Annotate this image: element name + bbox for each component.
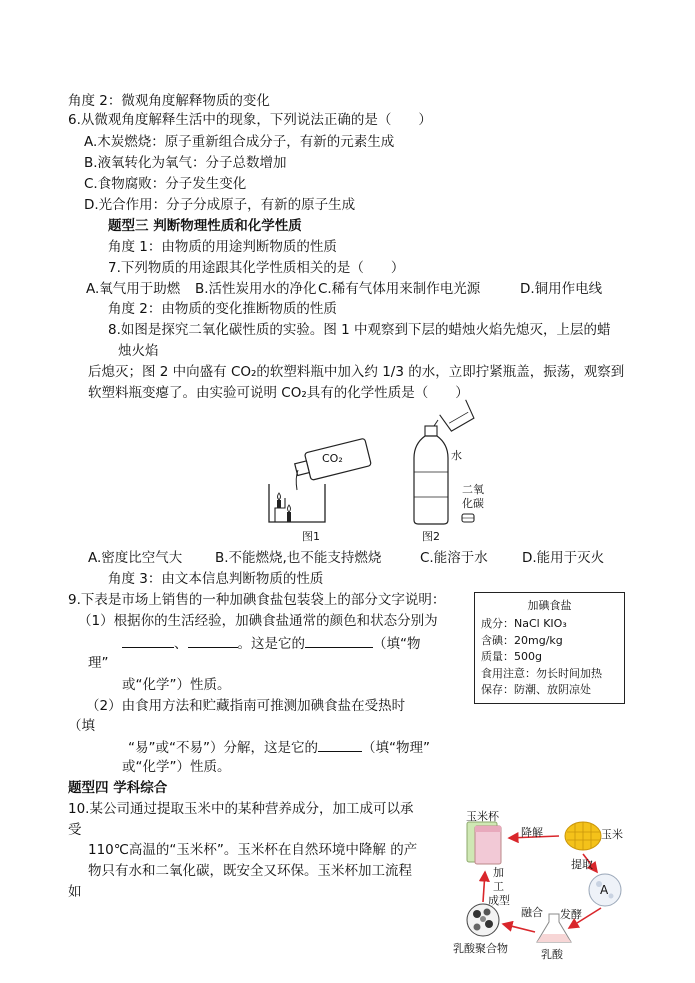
q6-option-c: C.食物腐败：分子发生变化 xyxy=(84,176,247,192)
q10-line5: 如 xyxy=(68,884,82,900)
diagram-extract-label: 提取 xyxy=(571,858,593,871)
fig1-label: 图1 xyxy=(302,530,320,543)
fig2-label: 图2 xyxy=(422,530,440,543)
q9-answer-blank-decompose[interactable] xyxy=(318,737,362,752)
q7-option-b: B.活性炭用水的净化 xyxy=(195,281,317,297)
q7-stem: 7.下列物质的用途跟其化学性质相关的是（ ） xyxy=(108,260,405,276)
q6-option-b: B.液氧转化为氧气：分子总数增加 xyxy=(84,155,287,171)
bottle-label-line2: 化碳 xyxy=(462,497,484,510)
q9-part1-line-c: 理” xyxy=(88,655,109,671)
q9-part2-line-a: （2）由食用方法和贮藏指南可推测加碘食盐在受热时 xyxy=(86,698,406,714)
diagram-fuse-label: 融合 xyxy=(521,906,543,919)
q7-option-a: A.氧气用于助燃 xyxy=(86,281,181,297)
q7-option-d: D.铜用作电线 xyxy=(520,281,603,297)
corn-icon xyxy=(565,822,601,850)
diagram-node-a-label: A xyxy=(600,883,609,897)
q9-answer-blank-property[interactable] xyxy=(305,633,373,648)
q8-line1: 8.如图是探究二氧化碳性质的实验。图 1 中观察到下层的蜡烛火焰先熄灭，上层的蜡 xyxy=(108,322,611,338)
diagram-process-label-3: 成型 xyxy=(488,894,510,907)
diagram-process-label-1: 加 xyxy=(493,866,504,879)
salt-box-caution: 食用注意：勿长时间加热 xyxy=(481,666,602,680)
diagram-ferment-label: 发酵 xyxy=(560,908,582,921)
q9-part1-line-d: 或“化学”）性质。 xyxy=(122,677,231,693)
co2-label: CO₂ xyxy=(322,452,343,465)
q8-option-a: A.密度比空气大 xyxy=(88,550,183,566)
angle1-heading: 角度 1：由物质的用途判断物质的性质 xyxy=(108,239,337,255)
q6-stem: 6.从微观角度解释生活中的现象，下列说法正确的是（ ） xyxy=(68,112,432,128)
q10-line2: 受 xyxy=(68,822,82,838)
q9-part1-line-b: 、 。这是它的 （填“物 xyxy=(122,633,421,654)
salt-box-storage: 保存：防潮、放阴凉处 xyxy=(481,683,591,696)
q9-answer-blank-color[interactable] xyxy=(122,633,174,648)
salt-box-iodine: 含碘：20mg/kg xyxy=(481,633,563,647)
angle2b-heading: 角度 2：由物质的变化推断物质的性质 xyxy=(108,301,337,317)
angle2-heading: 角度 2：微观角度解释物质的变化 xyxy=(68,93,270,109)
q10-line1: 10.某公司通过提取玉米中的某种营养成分，加工成可以承 xyxy=(68,801,414,817)
q6-option-a: A.木炭燃烧：原子重新组合成分子，有新的元素生成 xyxy=(84,134,395,150)
q10-line4: 物只有水和二氧化碳，既安全又环保。玉米杯加工流程 xyxy=(88,863,412,879)
diagram-process-label-2: 工 xyxy=(493,880,504,893)
q9-answer-blank-state[interactable] xyxy=(188,633,238,648)
q10-line3: 110℃高温的“玉米杯”。玉米杯在自然环境中降解 的产 xyxy=(88,842,418,858)
iodized-salt-label-box xyxy=(474,592,625,704)
diagram-corn-label: 玉米 xyxy=(601,828,623,841)
salt-box-ingredients: 成分：NaCl KIO₃ xyxy=(481,617,567,630)
topic4-title: 题型四 学科综合 xyxy=(68,780,168,796)
salt-box-mass: 质量：500g xyxy=(481,650,542,663)
q9-part1-line-a: （1）根据你的生活经验，加碘食盐通常的颜色和状态分别为 xyxy=(78,613,438,629)
q8-option-b: B.不能燃烧,也不能支持燃烧 xyxy=(215,550,382,566)
q8-option-c: C.能溶于水 xyxy=(420,550,488,566)
q9-part2-line-c: “易”或“不易”）分解，这是它的 （填“物理” xyxy=(128,737,430,758)
q7-option-c: C.稀有气体用来制作电光源 xyxy=(318,281,481,297)
figure1-diagram xyxy=(255,438,375,528)
q8-line2: 烛火焰 xyxy=(118,343,159,359)
diagram-degrade-label: 降解 xyxy=(521,826,543,839)
q9-part2-line-b: （填 xyxy=(68,718,95,734)
diagram-cup-label: 玉米杯 xyxy=(466,810,499,823)
corn-cup-icon xyxy=(467,822,501,864)
q8-option-d: D.能用于灭火 xyxy=(522,550,605,566)
q9-part2-line-d: 或“化学”）性质。 xyxy=(122,759,231,775)
diagram-lactic-label: 乳酸 xyxy=(541,948,563,961)
angle3-heading: 角度 3：由文本信息判断物质的性质 xyxy=(108,571,324,587)
bottle-label-line1: 二氧 xyxy=(462,483,484,496)
q9-stem: 9.下表是市场上销售的一种加碘食盐包装袋上的部分文字说明： xyxy=(68,592,446,608)
topic3-title: 题型三 判断物理性质和化学性质 xyxy=(108,218,302,234)
salt-box-title: 加碘食盐 xyxy=(527,599,572,612)
q6-option-d: D.光合作用：分子分成原子，有新的原子生成 xyxy=(84,197,356,213)
polymer-icon xyxy=(467,904,499,936)
q8-line3: 后熄灭；图 2 中向盛有 CO₂的软塑料瓶中加入约 1/3 的水，立即拧紧瓶盖，振荡，观察到 xyxy=(88,364,625,380)
water-label: 水 xyxy=(451,449,462,462)
q8-line4: 软塑料瓶变瘪了。由实验可说明 CO₂具有的化学性质是（ ） xyxy=(88,385,469,401)
diagram-polymer-label: 乳酸聚合物 xyxy=(453,942,508,955)
